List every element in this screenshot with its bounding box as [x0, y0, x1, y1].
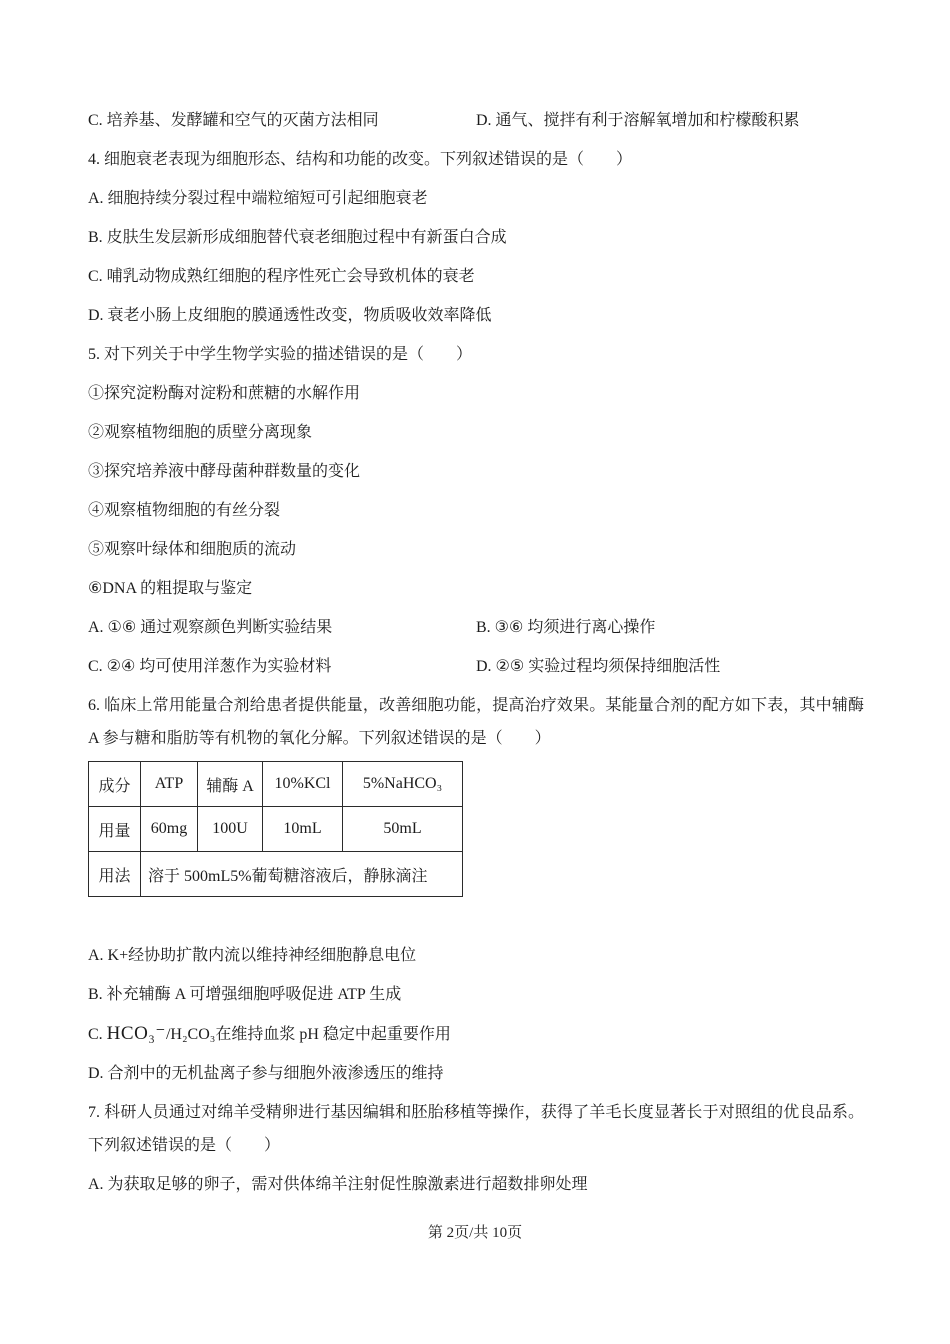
table-cell: ATP: [141, 762, 198, 807]
q6-option-a: A. K+经协助扩散内流以维持神经细胞静息电位: [88, 947, 417, 964]
q6-option-c: [88, 1017, 864, 1051]
q6-option-c-prefix: C.: [88, 1026, 107, 1043]
q5-options-row-cd: [88, 650, 864, 683]
table-cell-label: 成分: [89, 762, 141, 807]
q6-stem: 6. 临床上常用能量合剂给患者提供能量，改善细胞功能，提高治疗效果。某能量合剂的配方如下表，其中辅酶 A 参与糖和脂肪等有机物的氧化分解。下列叙述错误的是（ ）: [88, 697, 864, 747]
q5-stem: 5. 对下列关于中学生物学实验的描述错误的是（ ）: [88, 346, 473, 363]
q6-option-d: D. 合剂中的无机盐离子参与细胞外液渗透压的维持: [88, 1065, 444, 1082]
page-content: [88, 104, 864, 1207]
q5-item-1: ①探究淀粉酶对淀粉和蔗糖的水解作用: [88, 385, 361, 402]
q7-stem: 7. 科研人员通过对绵羊受精卵进行基因编辑和胚胎移植等操作，获得了羊毛长度显著长于对照组的优良品系。下列叙述错误的是（ ）: [88, 1104, 864, 1154]
q4-option-b: B. 皮肤生发层新形成细胞替代衰老细胞过程中有新蛋白合成: [88, 229, 507, 246]
q5-option-c: C. ②④ 均可使用洋葱作为实验材料: [88, 658, 332, 675]
table-row-components: [89, 762, 463, 807]
q3-option-d: D. 通气、搅拌有利于溶解氧增加和柠檬酸积累: [476, 112, 800, 129]
q5-item-3: ③探究培养液中酵母菌种群数量的变化: [88, 463, 361, 480]
q5-option-d: D. ②⑤ 实验过程均须保持细胞活性: [476, 658, 721, 675]
table-cell: 5%NaHCO₃: [343, 762, 463, 807]
q7-option-a: A. 为获取足够的卵子，需对供体绵羊注射促性腺激素进行超数排卵处理: [88, 1176, 588, 1193]
table-cell: 100U: [198, 807, 263, 852]
q6-option-b: B. 补充辅酶 A 可增强细胞呼吸促进 ATP 生成: [88, 986, 402, 1003]
q5-item-2: ②观察植物细胞的质壁分离现象: [88, 424, 313, 441]
q5-option-b: B. ③⑥ 均须进行离心操作: [476, 619, 656, 636]
table-row-dosage: [89, 807, 463, 852]
q5-item-5: ⑤观察叶绿体和细胞质的流动: [88, 541, 297, 558]
q3-options-row: [88, 104, 864, 137]
q6-table: [88, 761, 463, 897]
q5-item-4: ④观察植物细胞的有丝分裂: [88, 502, 281, 519]
table-cell: 10%KCl: [263, 762, 343, 807]
q4-stem: 4. 细胞衰老表现为细胞形态、结构和功能的改变。下列叙述错误的是（ ）: [88, 151, 633, 168]
table-cell-usage: 溶于 500mL5%葡萄糖溶液后，静脉滴注: [141, 852, 463, 897]
q3-option-c: C. 培养基、发酵罐和空气的灭菌方法相同: [88, 112, 379, 129]
table-cell: 辅酶 A: [198, 762, 263, 807]
table-cell-label: 用法: [89, 852, 141, 897]
table-cell: 60mg: [141, 807, 198, 852]
q4-option-a: A. 细胞持续分裂过程中端粒缩短可引起细胞衰老: [88, 190, 428, 207]
table-cell-label: 用量: [89, 807, 141, 852]
table-row-usage: [89, 852, 463, 897]
q6-option-c-rest: /H₂CO₃在维持血浆 pH 稳定中起重要作用: [165, 1026, 451, 1043]
page-number-footer: 第 2页/共 10页: [427, 1225, 523, 1241]
bicarbonate-formula: HCO₃⁻: [106, 1023, 166, 1044]
q5-options-row-ab: [88, 611, 864, 644]
table-cell: 50mL: [343, 807, 463, 852]
q5-item-6: ⑥DNA 的粗提取与鉴定: [88, 580, 253, 597]
table-cell: 10mL: [263, 807, 343, 852]
q5-option-a: A. ①⑥ 通过观察颜色判断实验结果: [88, 619, 333, 636]
q4-option-d: D. 衰老小肠上皮细胞的膜通透性改变，物质吸收效率降低: [88, 307, 492, 324]
q4-option-c: C. 哺乳动物成熟红细胞的程序性死亡会导致机体的衰老: [88, 268, 475, 285]
